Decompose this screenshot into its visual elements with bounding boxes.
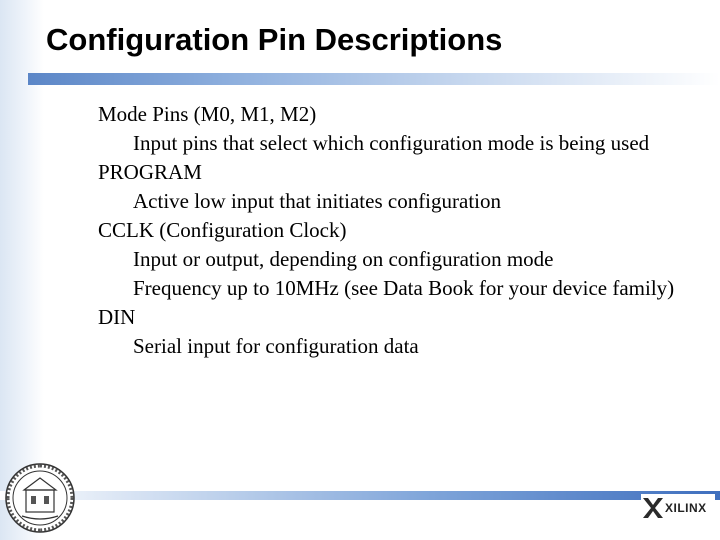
item-heading-mode-pins: Mode Pins (M0, M1, M2) [98,102,317,126]
item-detail-din: Serial input for configuration data [133,334,419,358]
xilinx-logo [641,494,715,522]
item-heading-program: PROGRAM [98,160,202,184]
university-seal-icon [4,462,76,534]
item-heading-cclk: CCLK (Configuration Clock) [98,218,347,242]
item-detail-program: Active low input that initiates configuration [133,189,502,213]
title-underline [28,73,720,85]
item-detail-cclk-io: Input or output, depending on configuration mode [133,247,554,271]
item-detail-cclk-frequency: Frequency up to 10MHz (see Data Book for your device family) [133,276,675,300]
item-detail-mode-pins: Input pins that select which configuration mode is being used [133,131,650,155]
footer-rule [0,491,720,500]
xilinx-mark-icon [641,496,665,520]
logo-text: XILINX [665,501,707,515]
slide-content [98,100,698,361]
slide-title: Configuration Pin Descriptions [46,22,503,57]
item-heading-din: DIN [98,305,136,329]
